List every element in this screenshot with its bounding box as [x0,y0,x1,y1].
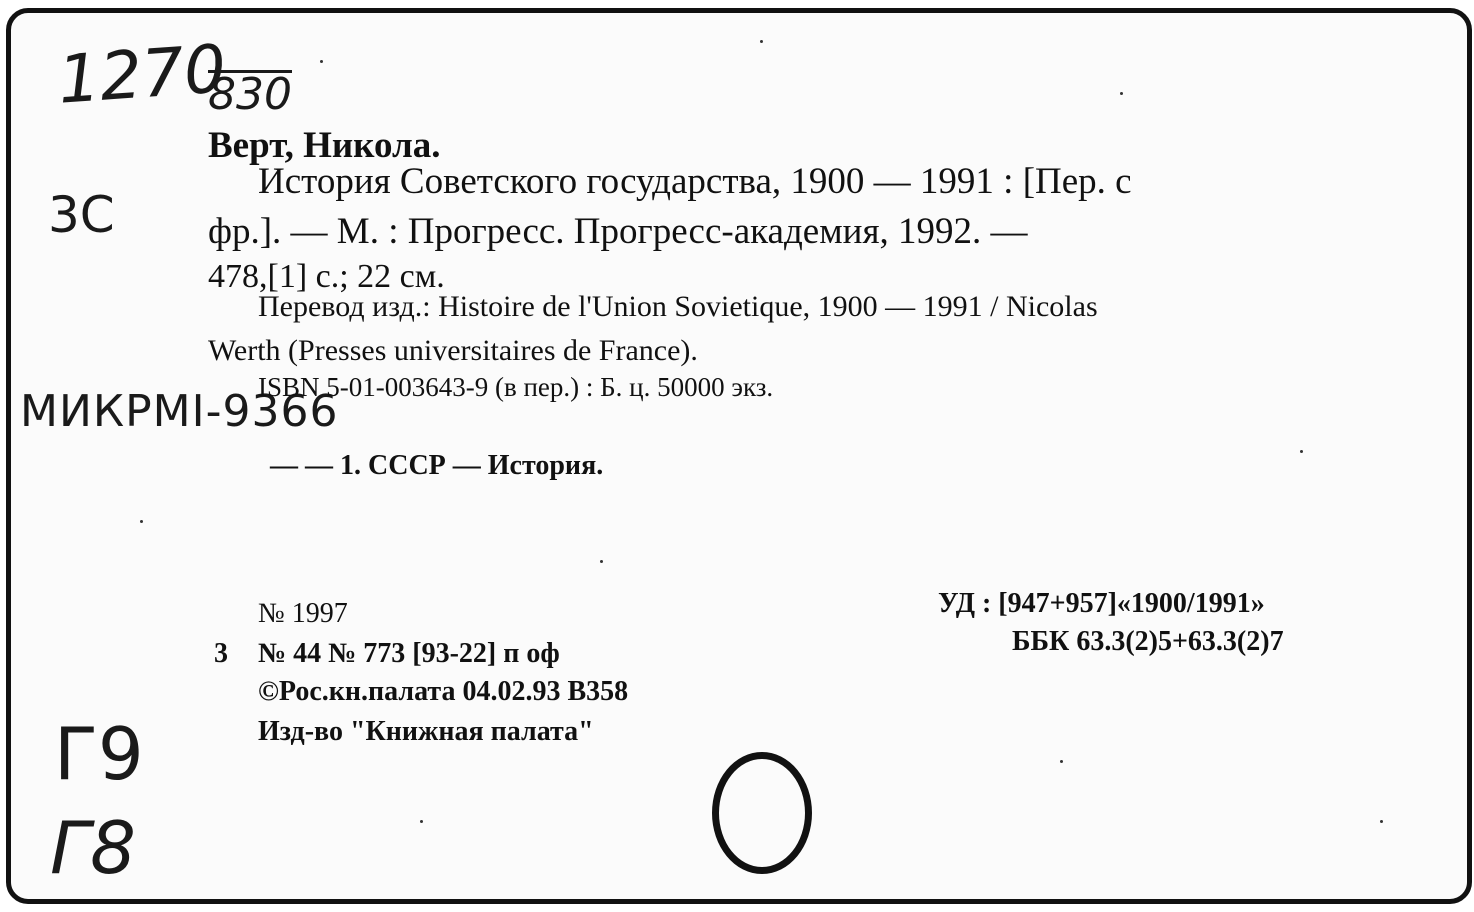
inventory-number: 1270 [55,30,229,119]
record-number: № 1997 [258,598,348,629]
note-line-1: Перевод изд.: Histoire de l'Union Sovietique, 1900 — 1991 / Nicolas [258,290,1098,323]
speck [600,560,603,563]
udc-line: УД : [947+957]«1900/1991» [938,588,1265,619]
book-chamber-line: ©Рос.кн.палата 04.02.93 В358 [258,676,629,707]
mark-g9: Г9 [54,712,144,796]
speck [140,520,143,523]
author-heading: Верт, Никола. [208,125,441,166]
shelf-code: 3С [48,186,115,244]
title-line-2: фр.]. — М. : Прогресс. Прогресс-академия, 1992. — [208,211,1028,252]
title-line-3: 478,[1] с.; 22 см. [208,258,445,295]
title-line-1: История Советского государства, 1900 — 1991 : [Пер. с [258,161,1132,202]
speck [420,820,423,823]
mark-g8: Г8 [50,806,136,890]
bbk-line: ББК 63.3(2)5+63.3(2)7 [1012,626,1284,657]
series-prefix: 3 [214,638,228,669]
punch-hole [712,752,812,874]
speck [320,60,323,63]
inventory-subnumber: 830 [208,69,292,120]
speck [1300,450,1303,453]
microform-code: МИКРМI-9366 [20,386,339,437]
speck [760,40,763,43]
isbn-line: ISBN 5-01-003643-9 (в пер.) : Б. ц. 50000 экз. [258,372,774,402]
speck [1120,92,1123,95]
series-line: № 44 № 773 [93-22] п оф [258,638,560,669]
speck [1380,820,1383,823]
note-line-2: Werth (Presses universitaires de France). [208,334,698,367]
publisher-line: Изд-во "Книжная палата" [258,716,594,747]
speck [1060,760,1063,763]
subjects-line: — — 1. СССР — История. [270,450,604,481]
